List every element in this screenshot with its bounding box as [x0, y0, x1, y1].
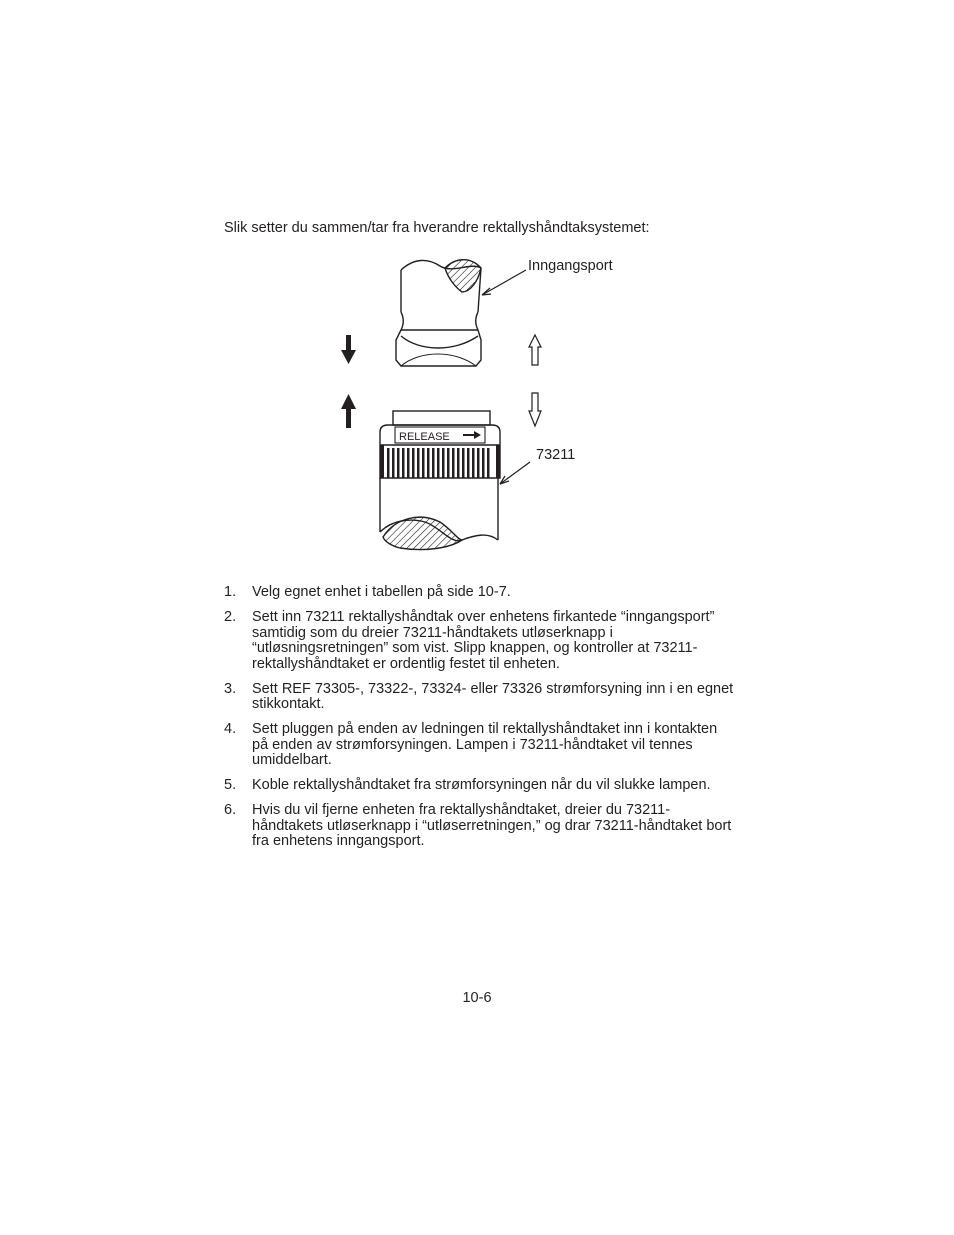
instruction-list [224, 585, 734, 859]
step-number: 2. [224, 609, 237, 625]
list-item [224, 778, 734, 794]
release-arrow-icon [463, 431, 481, 439]
list-item [224, 722, 734, 769]
list-item [224, 585, 734, 601]
step-text: Sett pluggen på enden av ledningen til rektallyshåndtaket inn i kontakten på enden av strømforsyningen. Lampen i 73211-håndtaket vil tennes umiddelbart. [252, 721, 718, 768]
step-text: Sett inn 73211 rektallyshåndtak over enhetens firkantede “inngangsport” samtidig som du dreier 73211-håndtakets utløserknapp i “utløsningsretningen” som vist. Slipp knappen, og kontroller at 73211-rektallyshåndtaket er ordentlig festet til enheten. [252, 609, 715, 672]
handle-body [380, 478, 498, 550]
grip-ridges [380, 445, 500, 478]
step-number: 1. [224, 584, 237, 600]
step-text: Sett REF 73305-, 73322-, 73324- eller 73326 strømforsyning inn i en egnet stikkontakt. [252, 680, 734, 712]
solid-arrow-up [341, 394, 356, 428]
inlet-port-label: Inngangsport [528, 258, 613, 274]
step-text: Hvis du vil fjerne enheten fra rektallyshåndtaket, dreier du 73211-håndtakets utløserknapp i “utløserretningen,” og drar 73211-håndtaket bort fra enhetens inngangsport. [252, 802, 732, 849]
list-item [224, 610, 734, 672]
list-item [224, 682, 734, 713]
inlet-leader [482, 270, 526, 295]
model-number-label: 73211 [536, 447, 576, 463]
assembly-diagram [330, 250, 630, 560]
step-number: 4. [224, 721, 237, 737]
list-item [224, 803, 734, 850]
outline-arrow-up [529, 335, 541, 365]
solid-arrow-down [341, 335, 356, 364]
release-label: RELEASE [399, 431, 450, 443]
step-number: 5. [224, 777, 237, 793]
step-text: Velg egnet enhet i tabellen på side 10-7. [252, 584, 511, 600]
step-number: 6. [224, 802, 237, 818]
step-number: 3. [224, 680, 237, 697]
step-text: Koble rektallyshåndtaket fra strømforsyningen når du vil slukke lampen. [252, 777, 711, 793]
handle-leader [500, 462, 530, 484]
intro-text: Slik setter du sammen/tar fra hverandre rektallyshåndtaksystemet: [224, 220, 650, 236]
outline-arrow-down [529, 393, 541, 426]
device-inlet-part [396, 260, 481, 366]
page-number: 10-6 [462, 990, 492, 1006]
